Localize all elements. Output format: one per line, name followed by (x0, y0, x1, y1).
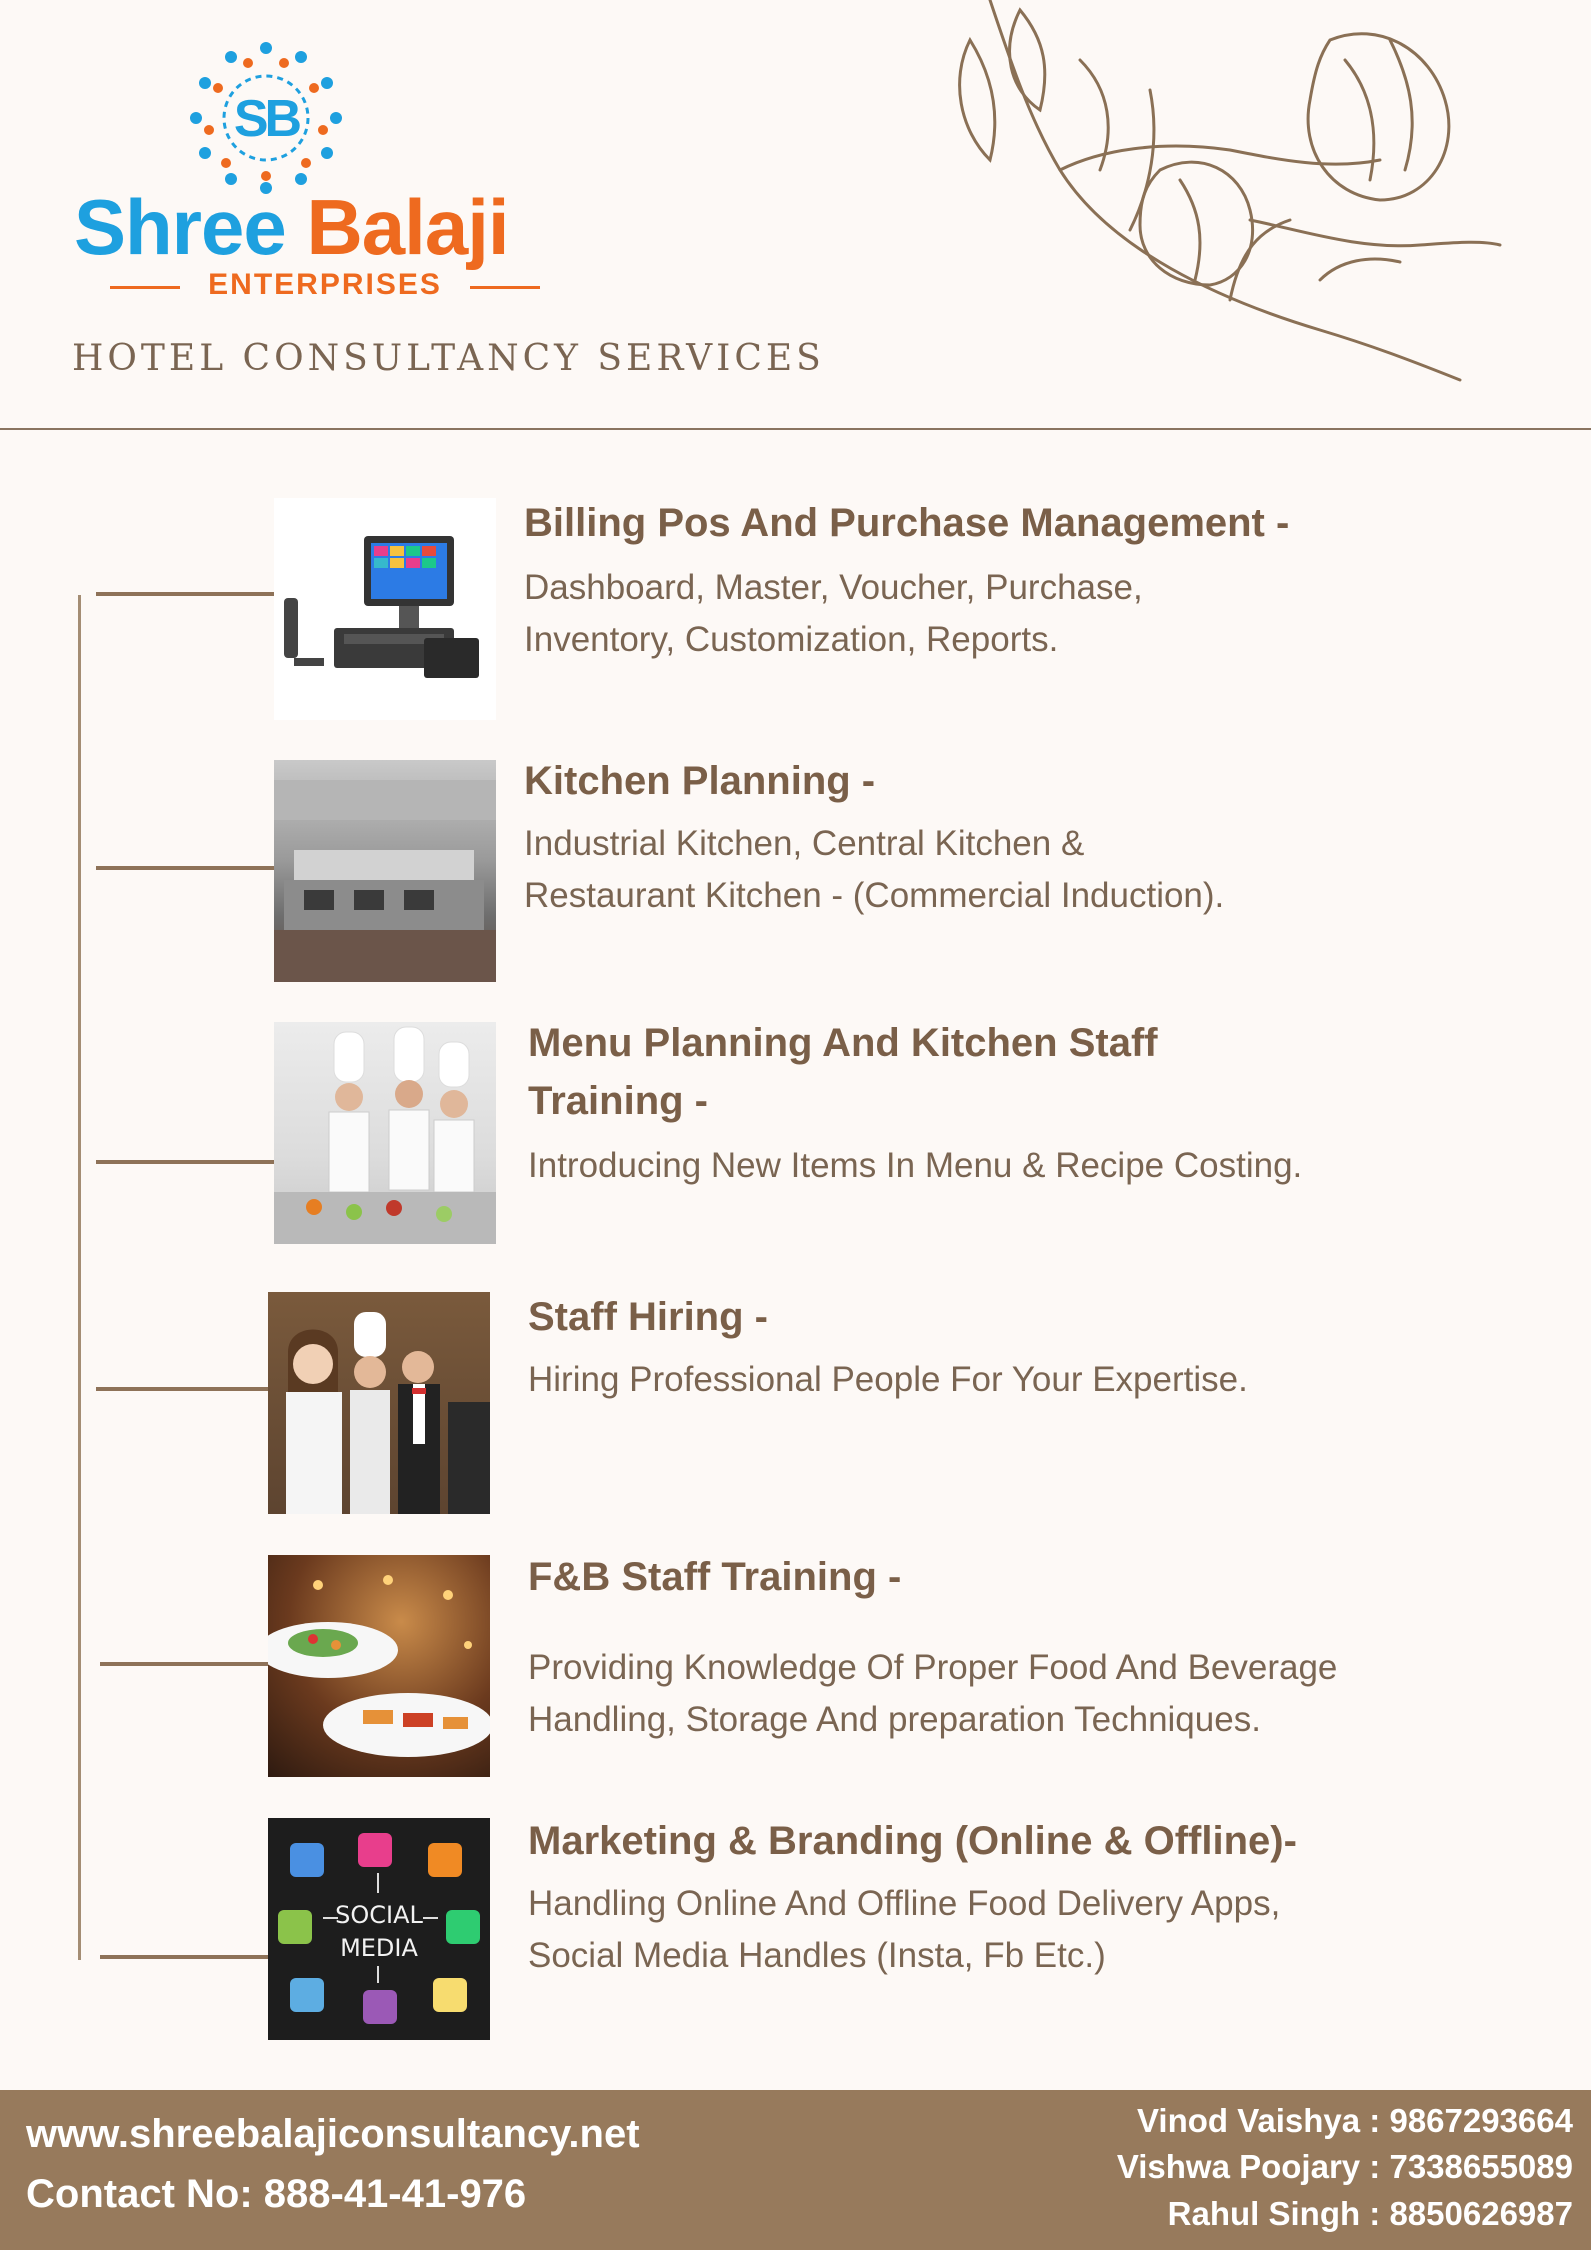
contact-person: Vishwa Poojary : 7338655089 (1116, 2148, 1573, 2185)
brand-name (74, 182, 509, 273)
contact-number: Contact No: 888-41-41-976 (26, 2172, 527, 2216)
timeline-connector (96, 1160, 274, 1164)
timeline-line (78, 595, 81, 1960)
logo-monogram: SB (233, 90, 299, 148)
service-title-fb-training: F&B Staff Training - (528, 1555, 902, 1599)
kitchen-image (274, 760, 496, 982)
brand-name-part2: Balaji (306, 183, 509, 271)
svg-text:SB (234, 90, 301, 148)
brand-subtitle: ENTERPRISES (110, 268, 540, 302)
service-desc-fb-training: Providing Knowledge Of Proper Food And Beverage Handling, Storage And preparation Techniques. (528, 1648, 1338, 1739)
staff-hiring-image (268, 1292, 490, 1514)
timeline-connector (100, 1955, 268, 1959)
pos-terminal-image (274, 498, 496, 720)
tagline: HOTEL CONSULTANCY SERVICES (72, 338, 825, 379)
timeline-connector (100, 1662, 268, 1666)
website-link[interactable]: www.shreebalajiconsultancy.net (26, 2112, 640, 2156)
service-title-marketing: Marketing & Branding (Online & Offline)- (528, 1819, 1297, 1863)
service-desc-kitchen: Industrial Kitchen, Central Kitchen & Restaurant Kitchen - (Commercial Induction). (524, 824, 1225, 915)
service-title-menu-planning: Menu Planning And Kitchen Staff Training - (528, 1021, 1158, 1123)
flower-illustration-icon (900, 0, 1520, 390)
service-title-billing: Billing Pos And Purchase Management - (524, 501, 1290, 545)
brand-name-part1: Shree (74, 183, 286, 271)
social-media-image (268, 1818, 490, 2040)
social-media-label-2: MEDIA (340, 1934, 418, 1962)
service-title-staff-hiring: Staff Hiring - (528, 1295, 768, 1339)
header-divider (0, 428, 1591, 430)
logo-icon (186, 38, 346, 198)
timeline-connector (96, 1387, 268, 1391)
food-plates-image (268, 1555, 490, 1777)
service-desc-menu-planning: Introducing New Items In Menu & Recipe Costing. (528, 1146, 1303, 1185)
service-desc-marketing: Handling Online And Offline Food Delivery Apps, Social Media Handles (Insta, Fb Etc.) (528, 1884, 1281, 1975)
chefs-image (274, 1022, 496, 1244)
contact-person: Rahul Singh : 8850626987 (1167, 2195, 1573, 2232)
service-desc-staff-hiring: Hiring Professional People For Your Expertise. (528, 1360, 1248, 1399)
social-media-label-1: SOCIAL (335, 1901, 423, 1929)
timeline-connector (96, 592, 274, 596)
contact-person: Vinod Vaishya : 9867293664 (1136, 2102, 1573, 2139)
service-desc-billing: Dashboard, Master, Voucher, Purchase, Inventory, Customization, Reports. (524, 568, 1143, 659)
timeline-connector (96, 866, 274, 870)
service-title-kitchen: Kitchen Planning - (524, 759, 876, 803)
